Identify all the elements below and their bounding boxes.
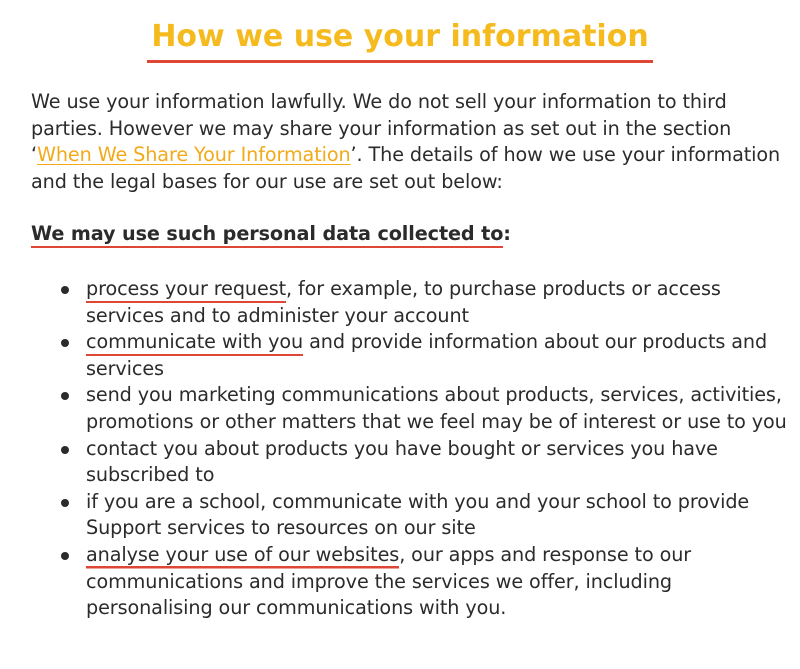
- page-title: How we use your information: [147, 16, 652, 63]
- subheading-suffix: :: [503, 222, 511, 245]
- when-we-share-link[interactable]: When We Share Your Information: [37, 143, 351, 167]
- list-item: [40, 329, 790, 382]
- list-item: [40, 382, 790, 435]
- bullet-icon: [61, 499, 69, 507]
- list-item: [40, 542, 790, 622]
- list-item-underlined: analyse your use of our websites: [86, 543, 399, 569]
- bullet-icon: [61, 286, 69, 294]
- bullet-icon: [61, 446, 69, 454]
- list-item-text: send you marketing communications about products, services, activities, promotions or other matters that we feel may be of interest or use to you: [86, 383, 787, 433]
- bullet-icon: [61, 392, 69, 400]
- title-container: [0, 16, 800, 63]
- list-item-text: contact you about products you have bought or services you have subscribed to: [86, 436, 718, 487]
- list-item-text: , for example, to purchase products or access services and to administer your account: [86, 277, 721, 327]
- intro-text-before-link: We use your information lawfully. We do not sell your information to third parties. However we may share your information as set out in the section ‘: [31, 90, 732, 167]
- bullet-icon: [61, 339, 69, 347]
- list-item: [40, 276, 790, 329]
- list-item: [40, 436, 790, 489]
- list-item-text: and provide information about our products and services: [86, 330, 768, 380]
- section-subheading: [31, 221, 511, 247]
- bullet-icon: [61, 552, 69, 560]
- list-item-text: , our apps and response to our communications and improve the services we offer, including personalising our communications with you.: [86, 542, 692, 620]
- subheading-underlined-text: We may use such personal data collected to: [31, 222, 503, 248]
- list-item-underlined: process your request: [86, 277, 286, 303]
- list-item-text: if you are a school, communicate with you and your school to provide Support services to resources on our site: [86, 489, 750, 540]
- list-item: [40, 489, 790, 542]
- intro-text-after-link: ’. The details of how we use your information and the legal bases for our use are set out below:: [31, 143, 781, 193]
- list-item-underlined: communicate with you: [86, 330, 303, 356]
- intro-paragraph: [31, 89, 783, 195]
- usage-list: [40, 276, 790, 622]
